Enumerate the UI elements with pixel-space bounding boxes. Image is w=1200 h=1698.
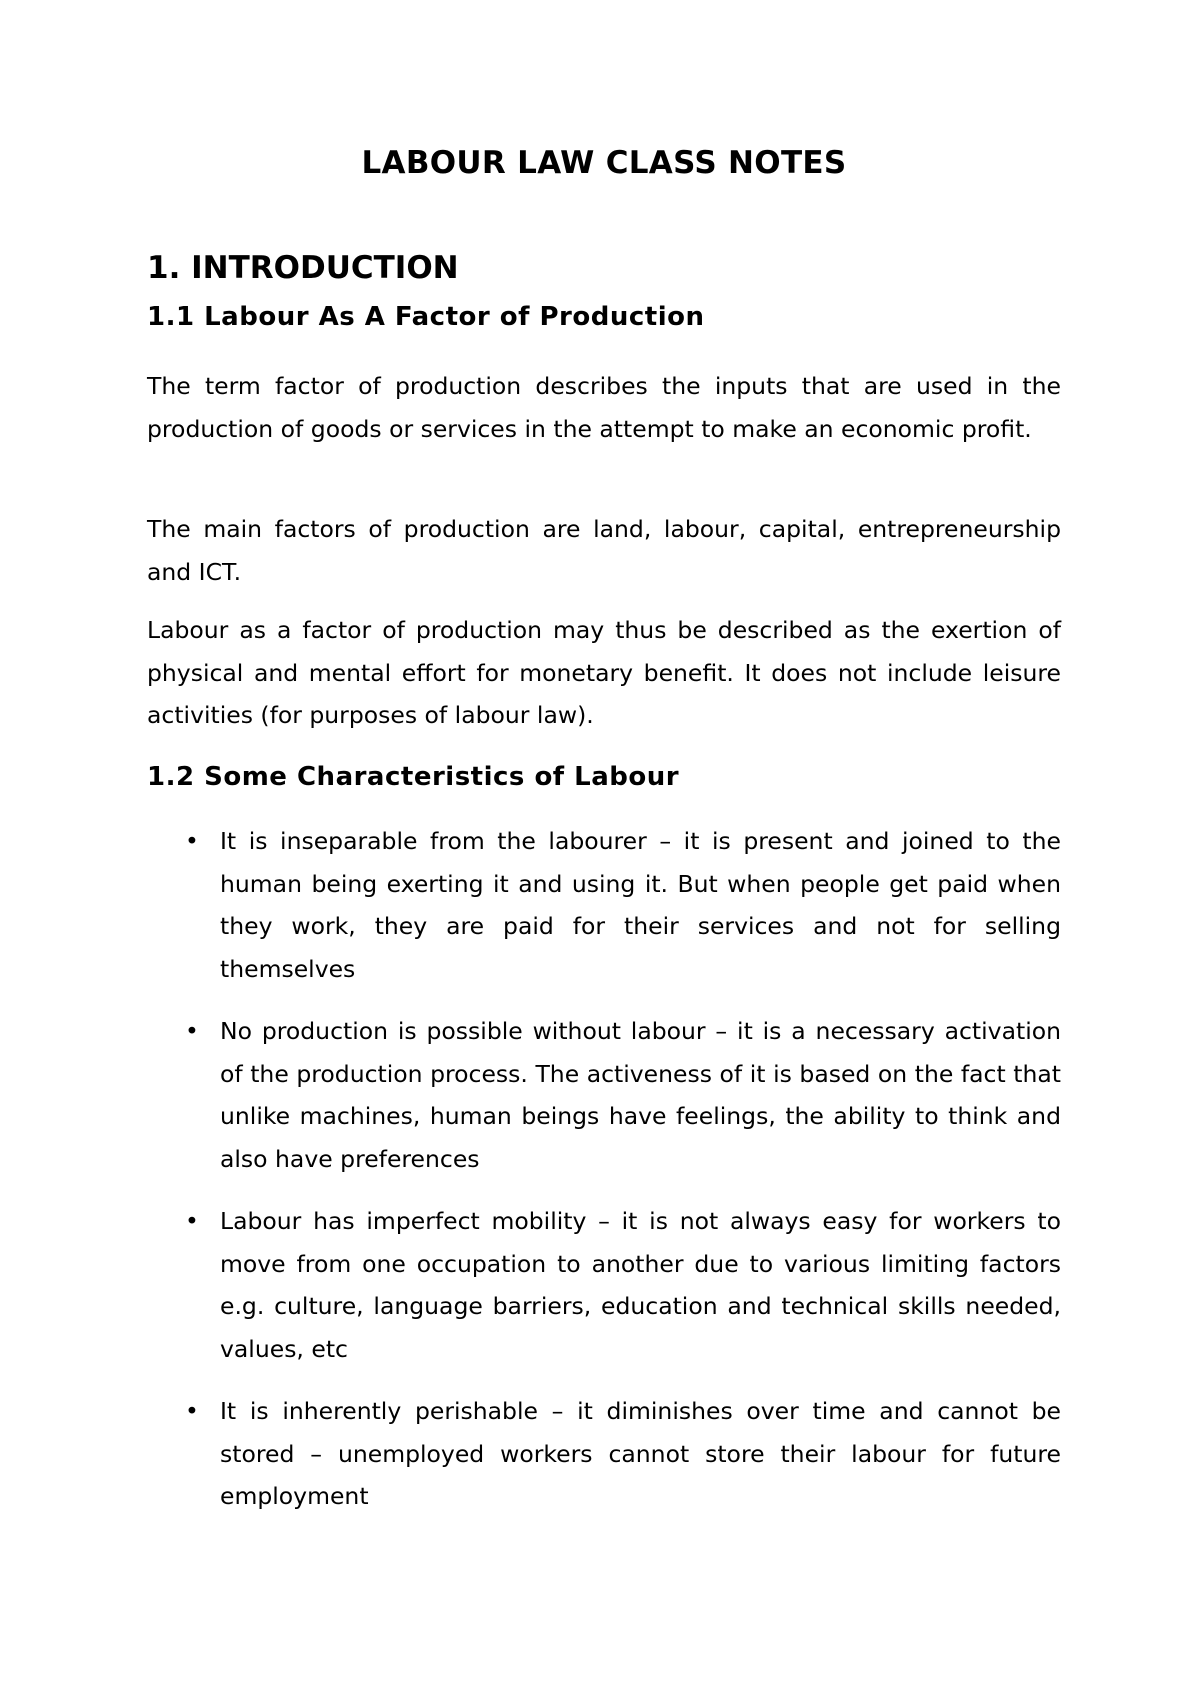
- list-item: [147, 820, 1061, 990]
- paragraph-labour-definition: Labour as a factor of production may thus be described as the exertion of physical and mental effort for monetary benefit. It does not include leisure activities (for purposes of labour law).: [147, 616, 1061, 729]
- list-item: [147, 1010, 1061, 1180]
- subsection-heading-characteristics: 1.2 Some Characteristics of Labour: [147, 762, 680, 792]
- document-title: LABOUR LAW CLASS NOTES: [361, 145, 847, 181]
- bullet-icon: •: [185, 1017, 199, 1045]
- paragraph-main-factors: The main factors of production are land, labour, capital, entrepreneurship and ICT.: [147, 515, 1061, 586]
- list-item: [147, 1200, 1061, 1370]
- list-item: [147, 1390, 1061, 1518]
- list-item-text: It is inherently perishable – it diminishes over time and cannot be stored – unemployed workers cannot store their labour for future employment: [220, 1397, 1061, 1510]
- list-item-text: No production is possible without labour – it is a necessary activation of the production process. The activeness of it is based on the fact that unlike machines, human beings have feelings, the ability to think and also have preferences: [220, 1017, 1061, 1173]
- paragraph-factor-definition: The term factor of production describes the inputs that are used in the production of goods or services in the attempt to make an economic profit.: [147, 372, 1061, 443]
- bullet-icon: •: [185, 1207, 199, 1235]
- list-item-text: It is inseparable from the labourer – it is present and joined to the human being exerting it and using it. But when people get paid when they work, they are paid for their services and not for selling themselves: [220, 827, 1061, 983]
- list-item-text: Labour has imperfect mobility – it is not always easy for workers to move from one occupation to another due to various limiting factors e.g. culture, language barriers, education and technical skills needed, values, etc: [220, 1207, 1061, 1363]
- section-heading-introduction: 1. INTRODUCTION: [147, 250, 459, 286]
- characteristics-list: [147, 820, 1061, 1538]
- subsection-heading-factor-of-production: 1.1 Labour As A Factor of Production: [147, 302, 705, 332]
- bullet-icon: •: [185, 1397, 199, 1425]
- bullet-icon: •: [185, 827, 199, 855]
